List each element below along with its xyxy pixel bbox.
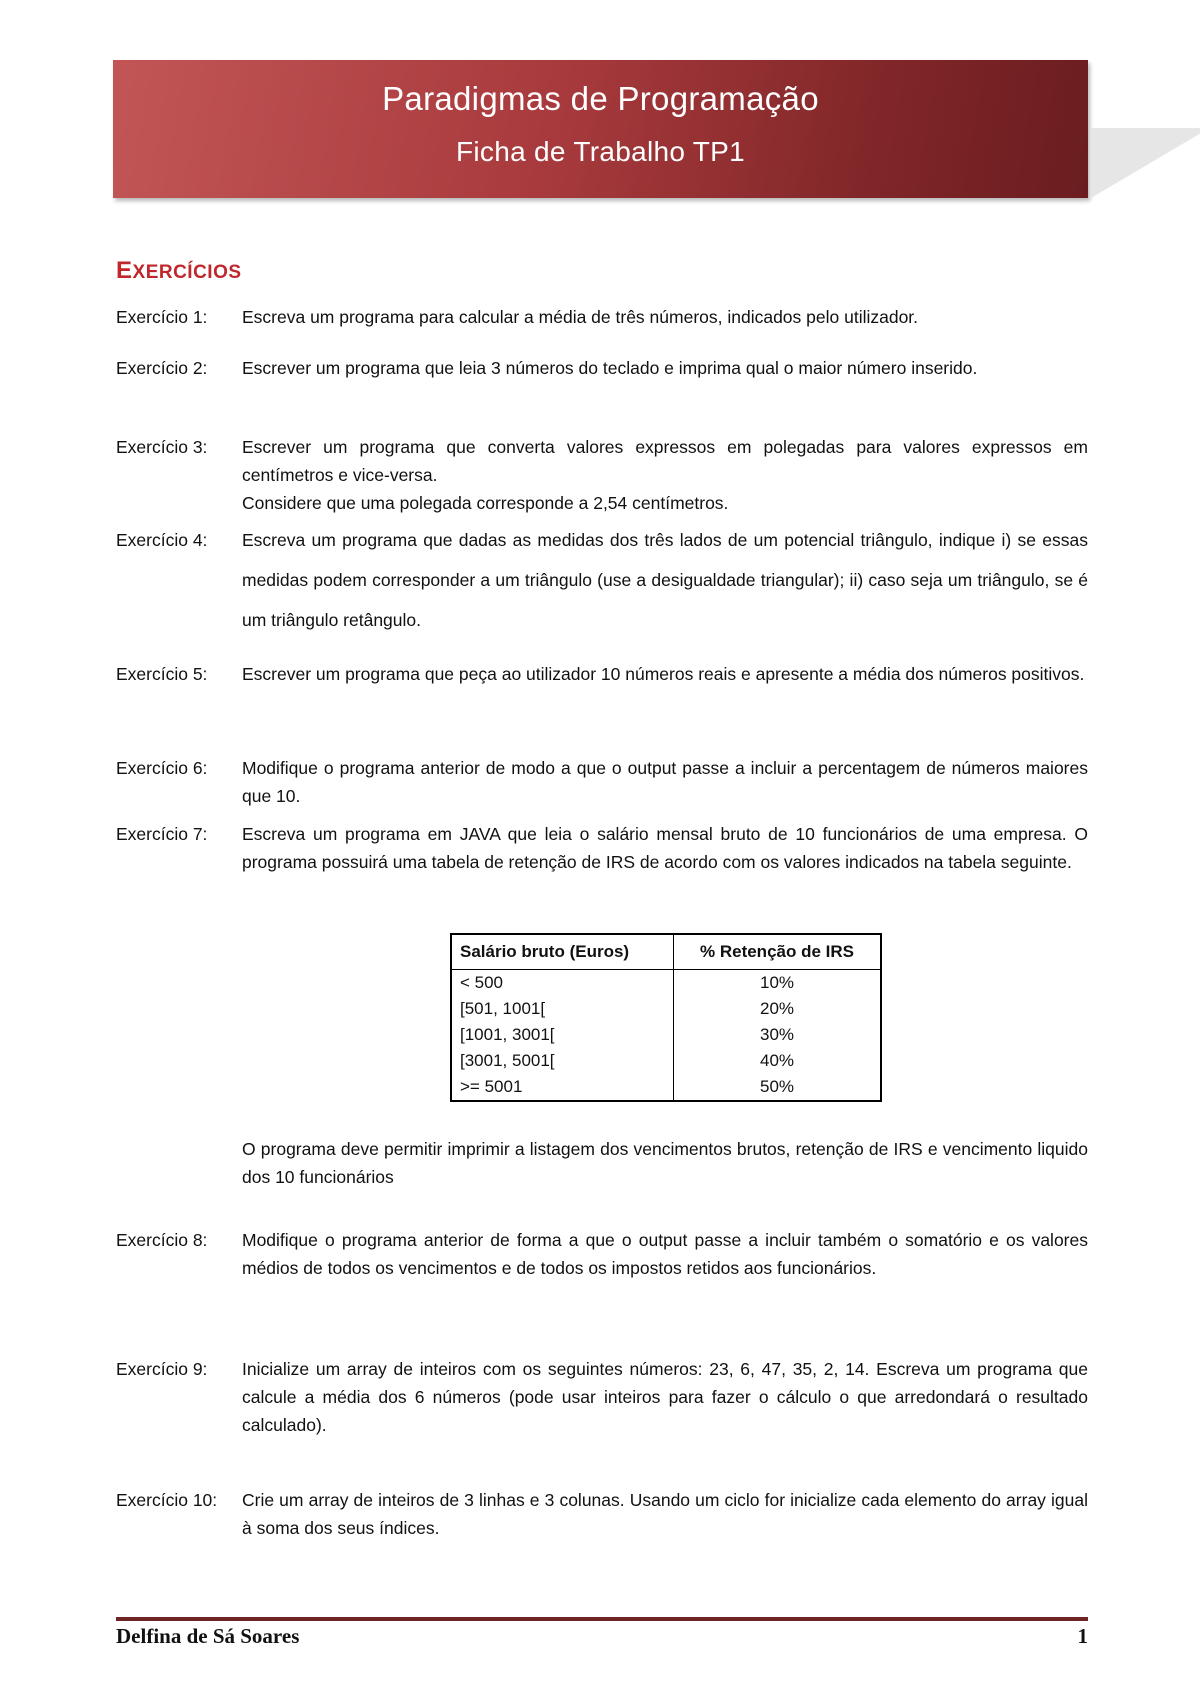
table-cell: 30% [674,1022,882,1048]
exercise-text: Escrever um programa que peça ao utilizador 10 números reais e apresente a média dos números positivos. [242,664,1085,684]
exercise-text: Modifique o programa anterior de forma a que o output passe a incluir também o somatório e os valores médios de todos os vencimentos e de todos os impostos retidos aos funcionários. [242,1230,1088,1278]
footer-divider [116,1617,1088,1621]
document-subtitle: Ficha de Trabalho TP1 [455,136,746,167]
table-cell: [1001, 3001[ [451,1022,674,1048]
exercise-label: Exercício 2: [116,358,208,378]
table-cell: [501, 1001[ [451,996,674,1022]
table-row [451,1022,881,1048]
table-cell: < 500 [451,970,674,997]
table-cell: 20% [674,996,882,1022]
exercise-text: Escreva um programa para calcular a média de três números, indicados pelo utilizador. [242,307,919,327]
table-row [451,1074,881,1101]
table-header: % Retenção de IRS [674,934,882,970]
table-cell: 40% [674,1048,882,1074]
exercise-label: Exercício 6: [116,758,208,778]
exercise-label: Exercício 10: [116,1490,218,1510]
page-number: 1 [1077,1624,1088,1648]
exercise-text: Escreva um programa que dadas as medidas dos três lados de um potencial triângulo, indique i) se essas medidas podem corresponder a um triângulo (use a desigualdade triangular); ii) caso seja um triângulo, se é um triângulo retângulo. [242,530,1088,630]
exercise-text: O programa deve permitir imprimir a listagem dos vencimentos brutos, retenção de IRS e vencimento liquido dos 10 funcionários [242,1139,1088,1187]
exercise-label: Exercício 1: [116,307,208,327]
exercise-label: Exercício 3: [116,437,208,457]
table-cell: 10% [674,970,882,997]
exercise-label: Exercício 7: [116,824,208,844]
exercise-text: Inicialize um array de inteiros com os seguintes números: 23, 6, 47, 35, 2, 14. Escreva um programa que calcule a média dos 6 números (pode usar inteiros para fazer o cálculo o que arredondará o resultado calculado). [242,1359,1088,1435]
table-cell: [3001, 5001[ [451,1048,674,1074]
exercise-note: Considere que uma polegada corresponde a 2,54 centímetros. [242,493,729,513]
table-header-row [451,934,881,970]
exercise-text: Escrever um programa que leia 3 números do teclado e imprima qual o maior número inserido. [242,358,978,378]
exercise-text: Crie um array de inteiros de 3 linhas e 3 colunas. Usando um ciclo for inicialize cada elemento do array igual à soma dos seus índices. [242,1490,1088,1538]
document-title: Paradigmas de Programação [382,80,819,117]
exercise-text: Modifique o programa anterior de modo a que o output passe a incluir a percentagem de números maiores que 10. [242,758,1088,806]
table-row [451,970,881,997]
exercise-label: Exercício 5: [116,664,208,684]
exercise-label: Exercício 8: [116,1230,208,1250]
title-banner [113,60,1088,198]
exercise-paragraph: Escrever um programa que converta valores expressos em polegadas para valores expressos em centímetros e vice-versa. [242,437,1088,485]
banner-fold-decoration [1091,128,1200,198]
section-title: EXERCÍCIOS [116,257,242,284]
table-cell: 50% [674,1074,882,1101]
exercise-label: Exercício 4: [116,530,208,550]
table-row [451,996,881,1022]
footer-author: Delfina de Sá Soares [116,1624,300,1648]
table-row [451,1048,881,1074]
exercise-text [242,433,1088,517]
exercise-text: Escreva um programa em JAVA que leia o salário mensal bruto de 10 funcionários de uma empresa. O programa possuirá uma tabela de retenção de IRS de acordo com os valores indicados na tabela seguinte. [242,824,1088,872]
table-cell: >= 5001 [451,1074,674,1101]
irs-retention-table [450,933,882,1102]
exercise-label: Exercício 9: [116,1359,208,1379]
table-header: Salário bruto (Euros) [451,934,674,970]
